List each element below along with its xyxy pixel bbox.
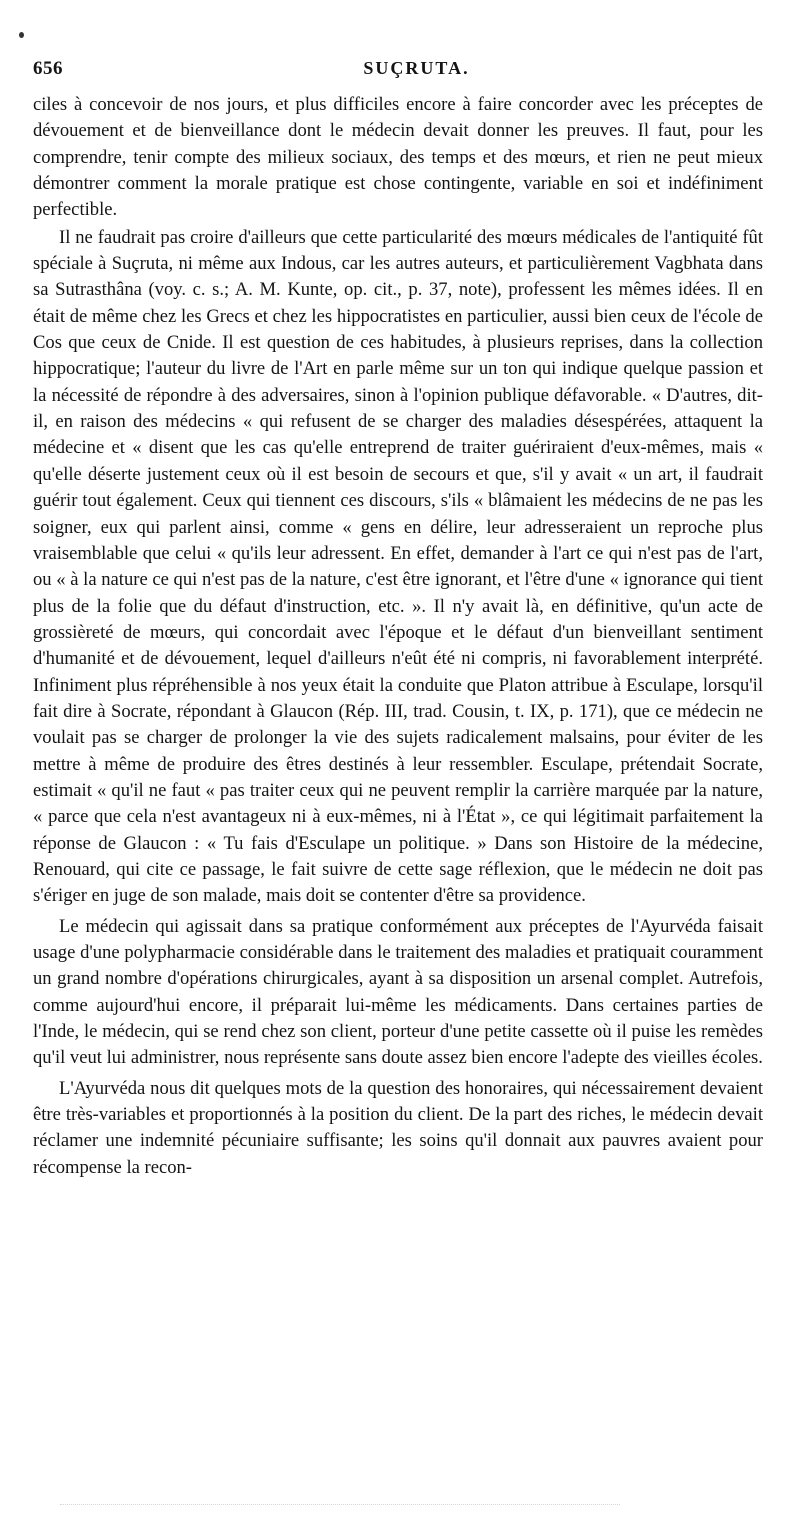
page-body <box>33 92 763 1181</box>
running-title: SUÇRUTA. <box>363 58 470 78</box>
paragraph-polypharmacy: Le médecin qui agissait dans sa pratique conformément aux préceptes de l'Ayurvéda faisait usage d'une polypharmacie considérable dans le traitement des maladies et pratiquait couramment un grand nombre d'opérations chirurgicales, ayant à sa disposition un arsenal complet. Autrefois, comme aujourd'hui encore, il préparait lui-même les médicaments. Dans certaines parties de l'Inde, le médecin, qui se rend chez son client, porteur d'une petite cassette où il puise les remèdes qu'il veut lui administrer, nous représente sans doute assez bien encore l'adepte des vieilles écoles. <box>33 915 763 1069</box>
page-header <box>33 58 760 88</box>
paragraph-fees: L'Ayurvéda nous dit quelques mots de la question des honoraires, qui nécessairement devaient être très-variables et proportionnés à la position du client. De la part des riches, le médecin devait réclamer une indemnité pécuniaire suffisante; les soins qu'il donnait aux pauvres avaient pour récompense la recon- <box>33 1077 763 1178</box>
paragraph-continuation: ciles à concevoir de nos jours, et plus difficiles encore à faire concorder avec les préceptes de dévouement et de bienveillance dont le médecin devait donner les preuves. Il faut, pour les comprendre, tenir compte des milieux sociaux, des temps et des mœurs, et rien ne peut mieux démontrer comment la morale pratique est chose contingente, variable en soi et indéfiniment perfectible. <box>33 94 763 221</box>
page-number: 656 <box>33 58 63 79</box>
paragraph-medical-customs: Il ne faudrait pas croire d'ailleurs que cette particularité des mœurs médicales de l'antiquité fût spéciale à Suçruta, ni même aux Indous, car les autres auteurs, et particulièrement Vagbhata dans sa Sutrasthâna (voy. c. s.; A. M. Kunte, op. cit., p. 37, note), professent les mêmes idées. Il en était de même chez les Grecs et chez les hippocratistes en particulier, aussi bien ceux de l'école de Cos que ceux de Cnide. Il est question de ces habitudes, à plusieurs reprises, dans la collection hippocratique; l'auteur du livre de l'Art en parle même sur un ton qui indique quelque passion et la nécessité de répondre à des adversaires, sinon à l'opinion publique défavorable. « D'autres, dit-il, en raison des médecins « qui refusent de se charger des maladies désespérées, attaquent la médecine et « disent que les cas qu'elle entreprend de traiter guériraient d'eux-mêmes, mais « qu'elle déserte justement ceux où il est besoin de secours et que, s'il y avait « un art, il faudrait guérir tout également. Ceux qui tiennent ces discours, s'ils « blâmaient les médecins de ne pas les soigner, eux qui parlent ainsi, comme « gens en délire, leur adresseraient un reproche plus vraisemblable que celui « qu'ils leur adressent. En effet, demander à l'art ce qui n'est pas de l'art, ou « à la nature ce qui n'est pas de la nature, c'est être ignorant, et l'être d'une « ignorance qui tient plus de la folie que du défaut d'instruction, etc. ». Il n'y avait là, en définitive, qu'un acte de grossièreté de mœurs, qui concordait avec l'époque et le défaut d'un bienveillant sentiment d'humanité et de dévouement, lequel d'ailleurs n'eût été ni compris, ni favorablement interprété. Infiniment plus répréhensible à nos yeux était la conduite que Platon attribue à Esculape, lorsqu'il fait dire à Socrate, répondant à Glaucon (Rép. III, trad. Cousin, t. IX, p. 171), que ce médecin ne voulait pas se charger de prolonger la vie des sujets radicalement malsains, pour éviter de les mettre à même de produire des êtres destinés à leur ressembler. Esculape, prétendait Socrate, estimait « qu'il ne faut « pas traiter ceux qui ne peuvent remplir la carrière marquée par la nature, « parce que cela n'est avantageux ni à eux-mêmes, ni à l'État », ce qui légitimait parfaitement la réponse de Glaucon : « Tu fais d'Esculape un politique. » Dans son Histoire de la médecine, Renouard, qui cite ce passage, le fait suivre de cette sage réflexion, que le médecin ne doit pas s'ériger en juge de son malade, mais doit se contenter d'être sa providence. <box>33 226 763 907</box>
page-bottom-specks <box>60 1504 620 1509</box>
ink-speck <box>19 32 24 38</box>
